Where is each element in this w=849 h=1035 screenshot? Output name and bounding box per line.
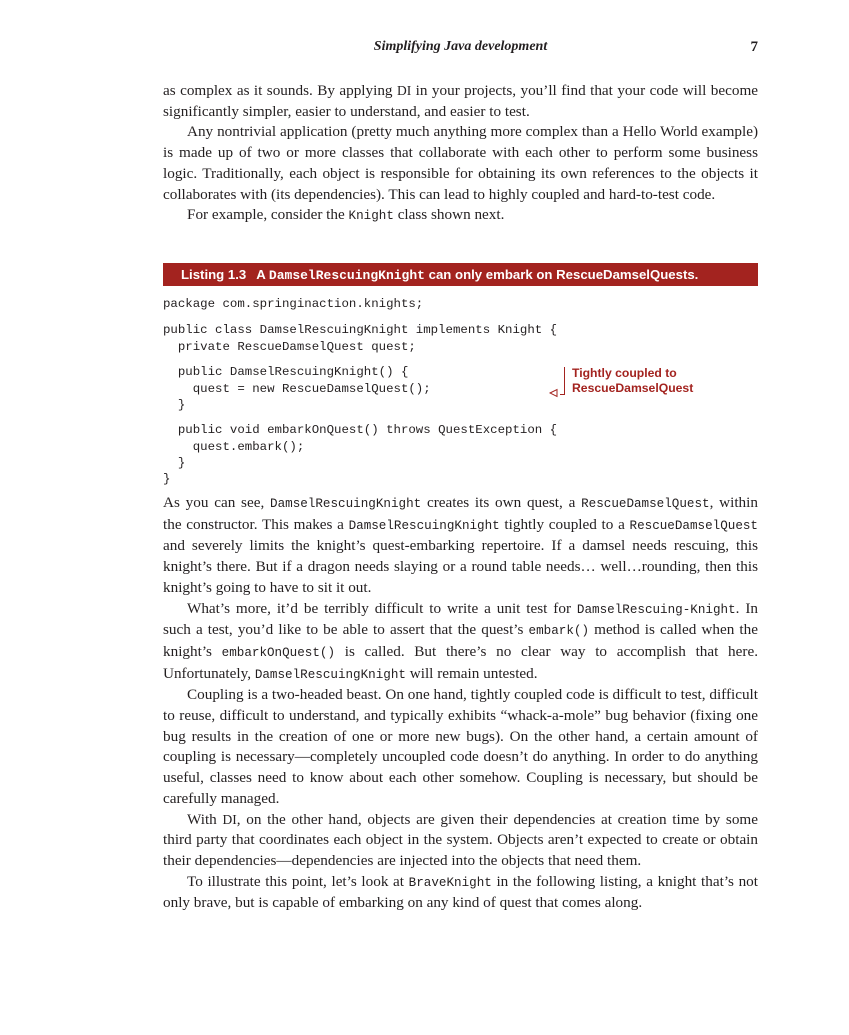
inline-code: DamselRescuingKnight [254,667,406,682]
small-caps-term: DI [222,811,237,827]
paragraph-p7 [163,810,758,872]
inline-code: DamselRescuing-Knight [576,602,736,617]
code-line: package com.springinaction.knights; [163,297,424,311]
page-header [163,39,758,59]
annotation-arrow-icon [549,388,560,398]
inline-code: BraveKnight [408,875,492,890]
paragraph-p2 [163,122,758,205]
annotation-line: Tightly coupled to [572,366,677,380]
code-line: } [163,398,186,412]
text-run: . In such a test, you’d like to be able to assert that the quest’s [163,599,758,639]
running-title: Simplifying Java development [373,39,548,54]
intro-text [163,81,758,227]
code-line: quest = new RescueDamselQuest(); [163,382,431,396]
inline-code: RescueDamselQuest [629,518,758,533]
text-run: will remain untested. [405,664,538,682]
text-run: method is called when the knight’s [163,621,758,660]
page-number: 7 [750,39,758,55]
code-line: public void embarkOnQuest() throws QuestException { [163,423,558,437]
code-line: quest.embark(); [163,440,305,454]
inline-code: Knight [348,209,394,224]
text-run: creates its own quest, a [421,494,582,511]
code-line: public DamselRescuingKnight() { [163,365,409,379]
text-run: What’s more, it’d be terribly difficult to write a unit test for [187,599,577,617]
text-run: as complex as it sounds. By applying [163,82,397,99]
listing-class-name: DamselRescuingKnight [268,268,425,283]
code-annotation [572,366,693,395]
code-line: private RescueDamselQuest quest; [163,340,416,354]
inline-code: embarkOnQuest() [221,645,336,660]
listing-label: Listing 1.3 [181,267,247,282]
paragraph-p5 [163,599,758,686]
listing-word-a: A [256,267,269,282]
paragraph-p8 [163,872,758,914]
discussion-text [163,493,758,914]
paragraph-p3 [163,205,758,227]
inline-code: DamselRescuingKnight [270,497,422,511]
text-run: Any nontrivial application (pretty much anything more complex than a Hello World example) is made up of two or more classes that collaborate with each other to perform some business logic. Traditionally, each object is responsible for obtaining its own references to the objects it collaborates with (its dependencies). This can lead to highly coupled and hard-to-test code. [163,123,758,203]
text-run: is called. But there’s no clear way to accomplish that here. Unfortunately, [163,642,758,682]
code-line: } [163,456,186,470]
paragraph-p6 [163,685,758,809]
paragraph-p4 [163,493,758,599]
text-run: With [187,810,223,828]
inline-code: embark() [528,624,590,639]
text-run: , within the constructor. This makes a [163,494,758,533]
text-run: tightly coupled to a [499,515,630,533]
listing-caption [163,263,758,286]
annotation-bracket [560,367,565,395]
code-line: public class DamselRescuingKnight implements Knight { [163,323,558,337]
text-run: , on the other hand, objects are given their dependencies at creation time by some third party that coordinates each object in the system. Objects aren’t expected to create or obtain their dependencies—dependencies are injected into the objects that need them. [163,810,758,869]
annotation-line: RescueDamselQuest [572,380,694,395]
small-caps-term: DI [396,83,412,98]
paragraph-p1 [163,81,758,122]
text-run: For example, consider the [187,206,349,224]
text-run: in your projects, you’ll find that your code will become significantly simpler, easier to understand, and easier to test. [163,82,758,120]
text-run: and severely limits the knight’s quest-embarking repertoire. If a damsel needs rescuing, this knight’s there. But if a dragon needs slaying or a round table needs… well…rounding, then this knight’s going to have to sit it out. [163,537,758,596]
text-run: class shown next. [393,206,505,224]
listing-caption-text: can only embark on RescueDamselQuests. [428,267,699,282]
text-run: Coupling is a two-headed beast. On one hand, tightly coupled code is difficult to test, difficult to reuse, difficult to understand, and typically exhibits “whack-a-mole” bug behavior (fixing one bug results in the creation of one or more new bugs). On the other hand, a certain amount of coupling is necessary—completely uncoupled code doesn’t do anything. In order to do anything useful, classes need to know about each other somehow. Coupling is necessary, but should be carefully managed. [163,686,758,807]
text-run: As you can see, [163,494,271,511]
text-run: in the following listing, a knight that’s not only brave, but is capable of embarking on any kind of quest that comes along. [163,872,758,912]
text-run: To illustrate this point, let’s look at [187,872,409,890]
inline-code: RescueDamselQuest [581,497,710,511]
code-line: } [163,472,171,486]
inline-code: DamselRescuingKnight [348,518,500,533]
